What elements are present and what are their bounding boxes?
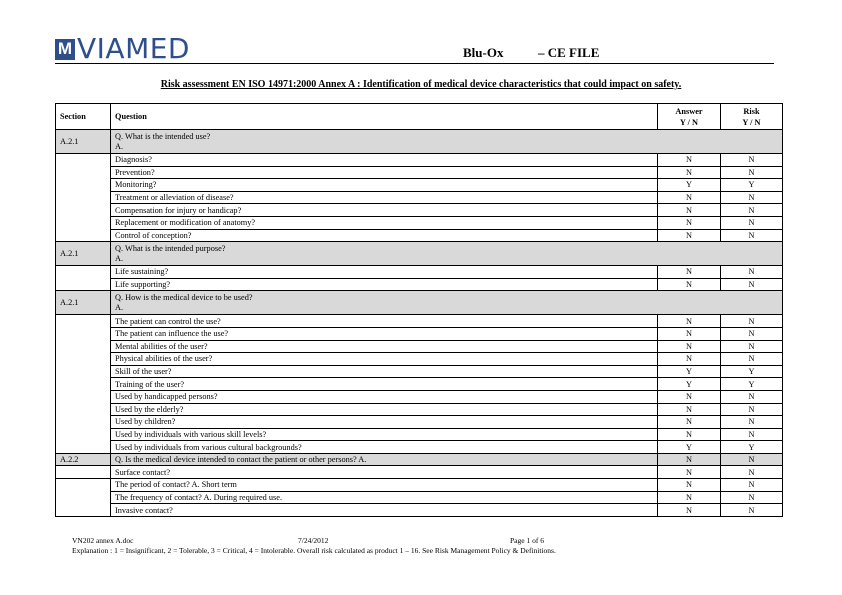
viamed-logo [55,32,190,65]
footer-explanation: Explanation : 1 = Insignificant, 2 = Tolerable, 3 = Critical, 4 = Intolerable. Overall risk calculated as product 1 – 16. See Risk Management Policy & Definitions. [72,546,556,555]
answer-cell: Y [658,441,721,454]
risk-cell: N [721,390,783,403]
risk-cell: N [721,428,783,441]
table-row [56,154,783,167]
risk-cell: N [721,266,783,279]
table-row [56,504,783,517]
risk-cell: N [721,315,783,328]
answer-cell: Y [658,179,721,192]
risk-cell: N [721,479,783,492]
question-cell: Control of conception? [111,229,658,242]
answer-cell: N [658,266,721,279]
table-row [56,378,783,391]
risk-cell: N [721,416,783,429]
risk-cell: N [721,204,783,217]
table-row [56,491,783,504]
answer-cell: N [658,278,721,291]
risk-table [55,103,783,517]
question-cell: The patient can influence the use? [111,327,658,340]
question-cell: Used by individuals from various cultural backgrounds? [111,441,658,454]
question-cell: Training of the user? [111,378,658,391]
question-cell: The frequency of contact? A. During required use. [111,491,658,504]
table-row [56,466,783,479]
answer-cell: N [658,466,721,479]
risk-cell: N [721,216,783,229]
footer-line [72,536,772,545]
question-cell: Physical abilities of the user? [111,353,658,366]
table-row [56,204,783,217]
answer-cell: N [658,166,721,179]
table-row [56,327,783,340]
table-row [56,315,783,328]
question-cell: Diagnosis? [111,154,658,167]
question-cell: Treatment or alleviation of disease? [111,191,658,204]
question-cell: Compensation for injury or handicap? [111,204,658,217]
table-row [56,216,783,229]
document-title: Risk assessment EN ISO 14971:2000 Annex A : Identification of medical device characteristics that could impact on safety. [160,79,682,90]
section-cell-empty [56,466,111,479]
question-cell: The period of contact? A. Short term [111,479,658,492]
answer-cell: N [658,403,721,416]
risk-cell: N [721,491,783,504]
answer-cell: Y [658,365,721,378]
table-row [56,390,783,403]
question-group-row [56,130,783,154]
table-row [56,340,783,353]
risk-cell: N [721,403,783,416]
question-cell: Used by the elderly? [111,403,658,416]
group-question-cell [111,242,783,266]
question-cell: The patient can control the use? [111,315,658,328]
risk-cell: N [721,340,783,353]
answer-cell: N [658,154,721,167]
answer-cell: N [658,216,721,229]
question-group-row [56,453,783,466]
footer-page: Page 1 of 6 [510,536,544,545]
table-row [56,229,783,242]
risk-cell: N [721,229,783,242]
table-row [56,403,783,416]
group-question-cell [111,130,783,154]
group-question: Q. What is the intended purpose? [115,243,226,253]
table-row [56,416,783,429]
answer-cell: N [658,416,721,429]
answer-cell: Y [658,378,721,391]
table-row [56,428,783,441]
header-answer: Answer Y / N [658,104,721,130]
table-row [56,441,783,454]
answer-cell: N [658,191,721,204]
answer-cell: N [658,353,721,366]
risk-cell: N [721,327,783,340]
table-row [56,191,783,204]
section-cell: A.2.1 [56,291,111,315]
answer-cell: N [658,491,721,504]
question-cell: Life sustaining? [111,266,658,279]
group-answer: A. [115,302,124,312]
question-cell: Skill of the user? [111,365,658,378]
answer-cell: N [658,504,721,517]
answer-cell: N [658,229,721,242]
risk-cell: Y [721,179,783,192]
group-question: Q. What is the intended use? [115,131,211,141]
answer-cell: N [658,479,721,492]
section-cell: A.2.1 [56,242,111,266]
risk-cell: Y [721,441,783,454]
risk-cell: N [721,466,783,479]
section-cell-empty [56,315,111,454]
footer-doc: VN202 annex A.doc [72,536,134,545]
table-header [56,104,783,130]
question-group-row [56,291,783,315]
question-cell: Replacement or modification of anatomy? [111,216,658,229]
answer-cell: N [658,327,721,340]
group-answer: A. [115,141,124,151]
section-cell: A.2.1 [56,130,111,154]
question-cell: Surface contact? [111,466,658,479]
footer-date: 7/24/2012 [298,536,329,545]
question-cell: Prevention? [111,166,658,179]
section-cell-empty [56,479,111,517]
table-row [56,365,783,378]
question-cell: Monitoring? [111,179,658,192]
table-row [56,179,783,192]
group-question-cell [111,291,783,315]
question-cell: Invasive contact? [111,504,658,517]
answer-cell: N [658,390,721,403]
risk-cell: N [721,504,783,517]
section-cell-empty [56,266,111,291]
table-row [56,278,783,291]
group-answer: A. [115,253,124,263]
logo-text: VIAMED [77,32,190,65]
question-cell: Used by children? [111,416,658,429]
answer-cell: N [658,340,721,353]
file-label: – CE FILE [538,45,600,60]
question-cell: Life supporting? [111,278,658,291]
section-cell: A.2.2 [56,453,111,466]
risk-cell: N [721,453,783,466]
table-row [56,166,783,179]
group-question-cell: Q. Is the medical device intended to contact the patient or other persons? A. [111,453,658,466]
table-row [56,353,783,366]
question-cell: Used by handicapped persons? [111,390,658,403]
table-row [56,479,783,492]
answer-cell: N [658,204,721,217]
answer-cell: N [658,315,721,328]
header-divider [55,63,774,64]
question-cell: Mental abilities of the user? [111,340,658,353]
header-question: Question [111,104,658,130]
risk-cell: N [721,353,783,366]
header-section: Section [56,104,111,130]
section-cell-empty [56,154,111,242]
answer-cell: N [658,453,721,466]
logo-mark: M [55,39,75,60]
header-risk: Risk Y / N [721,104,783,130]
question-group-row [56,242,783,266]
product-name: Blu-Ox [463,45,504,60]
answer-cell: N [658,428,721,441]
risk-cell: N [721,191,783,204]
group-question: Q. How is the medical device to be used? [115,292,253,302]
risk-cell: Y [721,378,783,391]
risk-cell: Y [721,365,783,378]
table-row [56,266,783,279]
risk-cell: N [721,166,783,179]
risk-cell: N [721,154,783,167]
question-cell: Used by individuals with various skill levels? [111,428,658,441]
risk-cell: N [721,278,783,291]
